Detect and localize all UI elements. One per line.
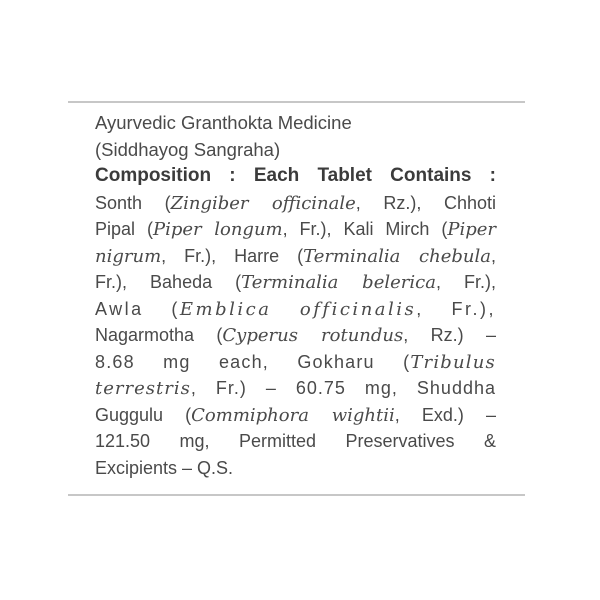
botanical-name: Tribulus: [410, 351, 496, 373]
composition-line: [95, 402, 496, 429]
composition-text: [95, 190, 496, 482]
botanical-name: Terminalia chebula: [303, 245, 491, 267]
botanical-name: Piper: [447, 219, 496, 240]
text-segment: Guggulu (: [95, 404, 192, 425]
divider-top: [68, 101, 525, 103]
botanical-name: Commiphora wightii: [191, 404, 395, 426]
text-segment: Sonth (: [95, 192, 171, 213]
medicine-type-subtitle: (Siddhayog Sangraha): [95, 138, 281, 160]
botanical-name: Emblica officinalis: [179, 298, 417, 320]
text-segment: Nagarmotha (: [95, 325, 223, 345]
label-content: [95, 110, 496, 481]
text-segment: , Exd.) –: [394, 404, 496, 425]
botanical-name: Cyperus rotundus: [222, 325, 404, 346]
botanical-name: Terminalia belerica: [241, 272, 436, 293]
composition-line: [95, 296, 496, 323]
text-segment: , Fr.),: [435, 272, 496, 292]
composition-line: [95, 375, 496, 402]
text-segment: Excipients – Q.S.: [95, 457, 234, 478]
composition-line: [95, 243, 496, 270]
composition-line: [95, 455, 496, 482]
text-segment: 121.50 mg, Permitted Preservatives &: [95, 431, 496, 451]
text-segment: Awla (: [95, 298, 180, 319]
composition-line: [95, 190, 496, 217]
composition-line: [95, 269, 496, 296]
botanical-name: nigrum: [95, 245, 162, 267]
medicine-type-title: Ayurvedic Granthokta Medicine: [95, 112, 352, 133]
composition-line: [95, 428, 496, 455]
composition-line: [95, 349, 496, 376]
text-segment: , Fr.), Harre (: [161, 245, 304, 266]
botanical-name: Piper longum: [152, 219, 283, 240]
botanical-name: Zingiber officinale: [170, 192, 356, 214]
text-segment: , Rz.) –: [403, 325, 496, 345]
composition-line: [95, 216, 496, 243]
text-segment: Fr.), Baheda (: [95, 272, 242, 292]
text-segment: ,: [491, 245, 497, 266]
text-segment: 8.68 mg each, Gokharu (: [95, 351, 411, 372]
text-segment: Pipal (: [95, 219, 153, 239]
text-segment: , Fr.),: [416, 298, 496, 319]
text-segment: , Rz.), Chhoti: [355, 192, 496, 213]
text-segment: , Fr.) – 60.75 mg, Shuddha: [190, 378, 496, 398]
text-segment: , Fr.), Kali Mirch (: [282, 219, 448, 239]
composition-line: [95, 322, 496, 349]
composition-heading: Composition : Each Tablet Contains :: [95, 165, 496, 186]
divider-bottom: [68, 494, 525, 496]
botanical-name: terrestris: [95, 378, 191, 399]
